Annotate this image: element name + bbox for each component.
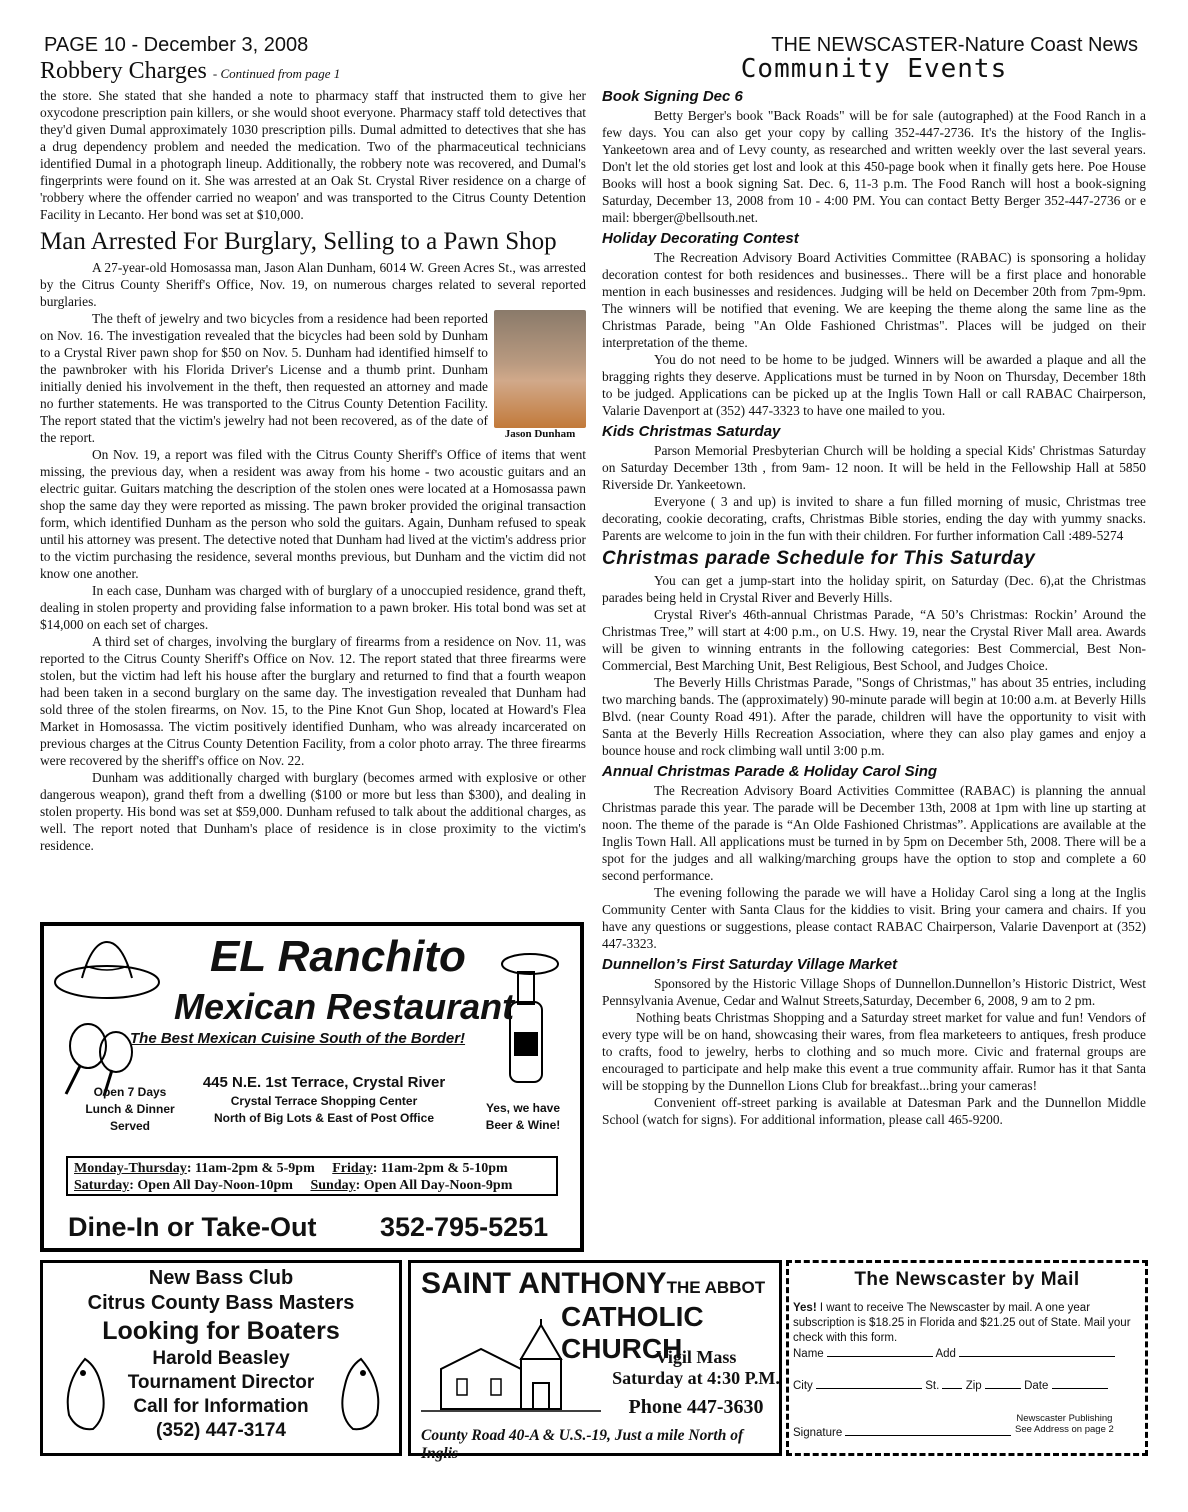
church-building-icon xyxy=(421,1319,601,1419)
robbery-headline xyxy=(40,58,586,87)
beer-line: Beer & Wine! xyxy=(485,1118,561,1132)
publisher-note xyxy=(1015,1413,1114,1435)
mail-title: The Newscaster by Mail xyxy=(854,1269,1080,1290)
publisher-line: Newscaster Publishing xyxy=(1016,1413,1113,1424)
section-paragraph: Betty Berger's book "Back Roads" will be for sale (autographed) at the Food Ranch in a few days. You can also get your copy by calling 352-447-2736. It's the history of the Inglis-Yankeetown area and of Levy county, as researched and written weekly over the last several years. Don't let the old stories get lost and look at this 450-page book when it finally gets here. Poe House Books will host a book signing Sat. Dec. 6, 11-3 p.m. The Food Ranch will host a book-signing Saturday, December 13, 2008 from 10 - 4:00 PM. You can contact Betty Berger 352-447-2736 or e mail: bberger@bellsouth.net. xyxy=(602,108,1146,225)
open-line: Open 7 Days xyxy=(93,1085,167,1099)
signature-label: Signature xyxy=(793,1427,843,1439)
page-header-right: THE NEWSCASTER-Nature Coast News xyxy=(771,34,1138,56)
restaurant-name: EL Ranchito xyxy=(210,932,466,981)
section-heading: Dunnellon’s First Saturday Village Market xyxy=(602,956,898,973)
hours-row: Monday-Thursday: 11am-2pm & 5-9pm Friday: 11am-2pm & 5-10pm xyxy=(74,1161,508,1176)
burglary-paragraph: A third set of charges, involving the burglary of firearms from a residence on Nov. 11, was reported to the Citrus County Sheriff's Office on Nov. 12. The report stated that three firearms were stolen, but the victim had left his house after the burglary and returned to find that a fourth weapon had been taken in a second burglary on the same day. The investigation revealed that Dunham had sold three of the stolen firearms, on Nov. 15, to the Pine Knot Gun Shop, located at Howard's Flea Market in Homosassa. The victim positively identified Dunham, who was already incarcerated on previous charges at the Citrus County Detention Facility, from a color photo array. The three firearms were recovered by the sheriff's office on Nov. 22. xyxy=(40,634,586,768)
bass-club-line: Call for Information xyxy=(133,1396,309,1417)
continued-note: - Continued from page 1 xyxy=(212,66,341,81)
fish-icon xyxy=(53,1355,117,1435)
hours-row: Saturday: Open All Day-Noon-10pm Sunday: Open All Day-Noon-9pm xyxy=(74,1178,513,1193)
name-label: Name xyxy=(793,1348,824,1360)
date-field[interactable] xyxy=(1052,1388,1108,1389)
community-section xyxy=(602,88,1146,226)
community-events-title: Community Events xyxy=(740,54,1008,84)
church-location: County Road 40-A & U.S.-19, Just a mile North of Inglis xyxy=(421,1427,744,1462)
name-row xyxy=(793,1348,1141,1360)
section-paragraph: You can get a jump-start into the holiday spirit, on Saturday (Dec. 6),at the Christmas parades being held in Crystal River and Beverly Hills. xyxy=(602,573,1146,605)
city-label: City xyxy=(793,1380,813,1392)
section-paragraph: Everyone ( 3 and up) is invited to share a fun filled morning of music, Christmas tree decorating, cookie decorating, crafts, Christmas Bible stories, ending the day with yummy snacks. Parents are welcome to join in the fun with their children. For further information Call :489-5274 xyxy=(602,494,1146,543)
open-line: Lunch & Dinner xyxy=(85,1102,175,1116)
section-paragraph: You do not need to be home to be judged. Winners will be awarded a plaque and all the bragging rights they deserve. Applications must be turned in by Noon on Thursday, December 18th to be judged. Applications can be picked up at the Inglis Town Hall or call RABAC Chairperson, Valarie Davenport at (352) 447-3323 to have one mailed to you. xyxy=(602,352,1146,418)
robbery-title: Robbery Charges xyxy=(40,58,207,84)
section-heading: Kids Christmas Saturday xyxy=(602,423,781,440)
bass-club-line: Looking for Boaters xyxy=(102,1317,340,1345)
church-name-2: CATHOLIC CHURCH xyxy=(561,1301,704,1364)
beer-note xyxy=(468,1100,578,1134)
restaurant-subtitle: Mexican Restaurant xyxy=(174,986,515,1027)
section-heading: Annual Christmas Parade & Holiday Carol Sing xyxy=(602,763,938,780)
open-hours-note xyxy=(70,1084,190,1135)
restaurant-phone: 352-795-5251 xyxy=(380,1212,549,1242)
community-section xyxy=(602,956,1146,1128)
mail-description: Yes! I want to receive The Newscaster by mail. A one year subscription is $18.25 in Florida and $21.25 out of State. Mail your check with this form. xyxy=(793,1302,1131,1344)
burglary-headline: Man Arrested For Burglary, Selling to a Pawn Shop xyxy=(40,228,557,255)
sombrero-icon xyxy=(52,934,162,1004)
bass-club-phone: (352) 447-3174 xyxy=(156,1420,286,1441)
section-paragraph: The Recreation Advisory Board Activities Committee (RABAC) is sponsoring a holiday decoration contest for both residences and businesses.. There will be a first place and honorable mention in each businesses and residences. Judging will be held on December 20th from 7pm-9pm. The winners will be notified that evening. We are keeping the theme along the same line as the Christmas Parade, being "An Olde Fashioned Christmas". Places will be judged on their interpretation of the theme. xyxy=(602,250,1146,350)
burglary-paragraph: A 27-year-old Homosassa man, Jason Alan Dunham, 6014 W. Green Acres St., was arrested by the Citrus County Sheriff's Office, Nov. 19, on numerous charges related to several reported burglaries. xyxy=(40,260,586,309)
directions: North of Big Lots & East of Post Office xyxy=(213,1111,434,1125)
mail-subscription-form xyxy=(786,1260,1148,1456)
date-label: Date xyxy=(1024,1380,1049,1392)
mugshot xyxy=(494,310,586,440)
burglary-paragraph: The theft of jewelry and two bicycles from a residence had been reported on Nov. 16. The investigation revealed that the bicycles had been sold by Dunham to a Crystal River pawn shop for $50 on Nov. 5. Dunham had identified himself to the pawnbroker with his Florida Driver's License and a thumb print. Dunham initially denied his involvement in the theft, then requested an attorney and made no further statements. He was transported to the Citrus County Detention Facility. The report stated that the victim's jewelry had not been recovered, as of the date of the report. xyxy=(40,311,488,445)
section-paragraph: Sponsored by the Historic Village Shops of Dunnellon.Dunnellon’s Historic District, West Pennsylvania Avenue, Cedar and Walnut Streets,Saturday, December 6, 2008, 9 am to 2 pm. xyxy=(602,976,1146,1008)
address-label: Add xyxy=(935,1348,956,1360)
state-label: St. xyxy=(925,1380,940,1392)
section-heading: Christmas parade Schedule for This Saturday xyxy=(602,548,1036,569)
page-header-left: PAGE 10 - December 3, 2008 xyxy=(44,34,309,56)
restaurant-tagline: The Best Mexican Cuisine South of the Border! xyxy=(130,1030,466,1047)
section-heading: Holiday Decorating Contest xyxy=(602,230,799,247)
zip-field[interactable] xyxy=(985,1388,1021,1389)
bass-club-line: Citrus County Bass Masters xyxy=(87,1292,355,1314)
city-row xyxy=(793,1380,1141,1392)
signature-row xyxy=(793,1427,1011,1439)
city-field[interactable] xyxy=(816,1388,922,1389)
section-paragraph: The evening following the parade we will have a Holiday Carol sing a long at the Inglis Community Center with Santa Claus for the kiddies to visit. Bring your camera and chairs. If you have any questions or suggestions, please contact RABAC Chairperson, Valarie Davenport at (352) 447-3323. xyxy=(602,885,1146,951)
community-section xyxy=(602,230,1146,419)
burglary-paragraph: On Nov. 19, a report was filed with the Citrus County Sheriff's Office of items that went missing, the previous day, when a resident was away from his home - two acoustic guitars and an electric guitar. Guitars matching the description of the stolen ones were located at a Homosassa pawn shop the same day they were reported as missing. The pawn broker provided the original transaction form, which identified Dunham as the person who sold the guitars. Again, Dunham refused to speak until his attorney was present. The detective noted that Dunham had lived at the victim's address prior to the victim purchasing the residence, several months previous, but Dunham and the victim did not know one another. xyxy=(40,447,586,581)
church-phone: Phone 447-3630 xyxy=(628,1396,764,1418)
mugshot-image xyxy=(494,310,586,428)
bass-club-line: Tournament Director xyxy=(127,1372,315,1393)
el-ranchito-ad xyxy=(40,922,584,1252)
publisher-line: See Address on page 2 xyxy=(1015,1424,1114,1435)
name-field[interactable] xyxy=(827,1356,933,1357)
church-ad xyxy=(408,1260,782,1462)
section-paragraph: Crystal River's 46th-annual Christmas Parade, “A 50’s Christmas: Rockin’ Around the Christmas Tree,” will start at 4:00 p.m., on U.S. Hwy. 19, near the Crystal River Mall area. Awards will be given to winning entrants in the following categories: Best Commercial, Best Non-Commercial, Best Marching Unit, Best Religious, Best School, and Judges Choice. xyxy=(602,607,1146,673)
section-heading: Book Signing Dec 6 xyxy=(602,88,743,105)
address-field[interactable] xyxy=(959,1356,1115,1357)
burglary-paragraph: Dunham was additionally charged with burglary (becomes armed with explosive or other dangerous weapon), grand theft from a dwelling ($100 or more but less than $300), and dealing in stolen property. His bond was set at $59,000. Dunham refused to talk about the additional charges, as well. The report noted that Dunham's place of residence is in close proximity to the victim's residence. xyxy=(40,770,586,853)
mass-line: Saturday at 4:30 P.M. xyxy=(612,1368,780,1388)
section-paragraph: The Beverly Hills Christmas Parade, "Songs of Christmas," has about 35 entries, including two marching bands. The (approximately) 90-minute parade will begin at 10:00 a.m. at Beverly Hills Blvd. (near County Road 491). After the parade, children will have the opportunity to visit with Santa at the Beverly Hills Recreation Association, where they can also play games and enjoy a bounce house and rock climbing wall until 3:00 p.m. xyxy=(602,675,1146,758)
robbery-body: the store. She stated that she handed a note to pharmacy staff that instructed them to give her oxycodone prescription pain killers, or she would shoot everyone. Pharmacy staff told detectives that they'd given Dumal approximately 1030 prescription pills. Dumal admitted to detectives that she has a drug dependency problem and needed the medication. Two of the pharmaceutical technicians identified Dumal in a photograph lineup. Additionally, the robbery note was recovered, and Dumal's fingerprints were found on it. She was arrested at an Oak St. Crystal River residence on a charge of 'robbery where the offender carried no weapon' and was transported to the Citrus County Detention Facility in Lecanto. Her bond was set at $10,000. xyxy=(40,88,586,222)
section-paragraph: Parson Memorial Presbyterian Church will be holding a special Kids' Christmas Saturday on Saturday December 13th , from 9am- 12 noon. It will be held in the Fellowship Hall at 5850 Riverside Dr. Yankeetown. xyxy=(602,443,1146,492)
restaurant-address: 445 N.E. 1st Terrace, Crystal River xyxy=(202,1074,446,1091)
bass-club-ad xyxy=(40,1260,402,1456)
burglary-paragraph: In each case, Dunham was charged with of burglary of a unoccupied residence, grand theft, dealing in stolen property and providing false information to a pawn broker. His total bond was set at $14,000 on each set of charges. xyxy=(40,583,586,632)
open-line: Served xyxy=(109,1119,151,1133)
restaurant-address-block xyxy=(194,1074,454,1125)
right-column xyxy=(602,54,1146,1128)
section-paragraph: The Recreation Advisory Board Activities Committee (RABAC) is planning the annual Christmas parade this year. The parade will be December 13th, 2008 at 1pm with line up starting at noon. The theme of the parade is “An Olde Fashioned Christmas”. Applications are available at the Inglis Town Hall. All applications must be turned in by 5pm on December 5th, 2008. There will be a spot for the judges and all walking/marching groups have the option to stop and complete a 60 second performance. xyxy=(602,783,1146,883)
community-section xyxy=(602,423,1146,544)
state-field[interactable] xyxy=(942,1388,962,1389)
hours-box xyxy=(66,1156,558,1196)
mass-line: Vigil Mass xyxy=(655,1347,737,1367)
mugshot-caption: Jason Dunham xyxy=(504,428,576,440)
zip-label: Zip xyxy=(965,1380,982,1392)
signature-field[interactable] xyxy=(845,1435,1011,1436)
community-section xyxy=(602,763,1146,952)
community-section xyxy=(602,548,1146,759)
bass-club-line: Harold Beasley xyxy=(152,1348,290,1369)
beer-line: Yes, we have xyxy=(485,1101,561,1115)
fish-icon xyxy=(329,1355,393,1435)
vigil-mass xyxy=(611,1347,781,1418)
dine-in-label: Dine-In or Take-Out xyxy=(68,1212,317,1242)
church-name: SAINT ANTHONYTHE ABBOT xyxy=(421,1267,766,1300)
section-paragraph: Convenient off-street parking is available at Datesman Park and the Dunnellon Middle School (watch for signs). For additional information, please call 465-9200. xyxy=(602,1095,1146,1127)
shopping-center: Crystal Terrace Shopping Center xyxy=(230,1094,418,1108)
section-paragraph: Nothing beats Christmas Shopping and a Saturday street market for value and fun! Vendors of every type will be on hand, showcasing their wares, from flea marketeers to antiques, fresh produce to crafts, food to jewelry, herbs to clothing and so much more. Civic and fraternal groups are encouraged to participate and help make this event a true community affair. Rumor has it that Santa will be stopping by the Dunnellon Lions Club for breakfast...bring your cameras! xyxy=(602,1010,1146,1093)
left-column xyxy=(40,58,586,854)
bass-club-line: New Bass Club xyxy=(148,1267,294,1289)
